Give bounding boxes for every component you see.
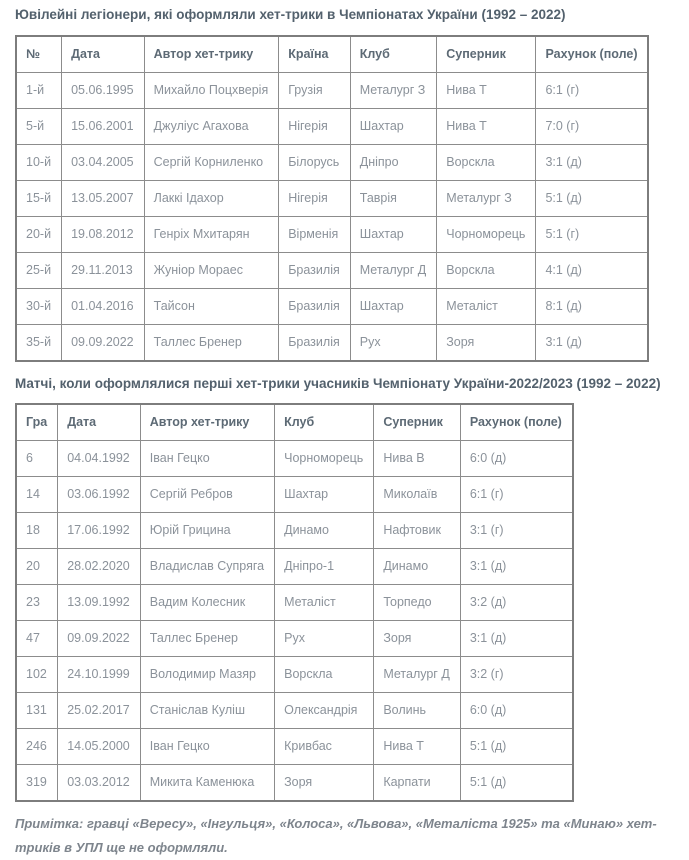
table-cell: 4:1 (д) bbox=[536, 252, 649, 288]
table-cell: Грузія bbox=[279, 72, 351, 108]
table-cell: Сергій Ребров bbox=[140, 477, 274, 513]
table-cell: 19.08.2012 bbox=[62, 216, 145, 252]
table-cell: 13.09.1992 bbox=[58, 585, 141, 621]
table-cell: 3:1 (д) bbox=[536, 324, 649, 361]
table-cell: Іван Гецко bbox=[140, 729, 274, 765]
table-row bbox=[16, 216, 648, 252]
table-cell: Шахтар bbox=[350, 288, 436, 324]
table-cell: Дніпро-1 bbox=[275, 549, 374, 585]
table-cell: 6:1 (г) bbox=[460, 477, 573, 513]
table-cell: 1-й bbox=[16, 72, 62, 108]
table-cell: Тайсон bbox=[144, 288, 279, 324]
table-cell: Білорусь bbox=[279, 144, 351, 180]
table-cell: 17.06.1992 bbox=[58, 513, 141, 549]
table-cell: Таллес Бренер bbox=[144, 324, 279, 361]
column-header: Країна bbox=[279, 36, 351, 73]
table-row bbox=[16, 549, 573, 585]
column-header: Рахунок (поле) bbox=[536, 36, 649, 73]
table-cell: Торпедо bbox=[374, 585, 460, 621]
table-cell: 3:1 (д) bbox=[460, 621, 573, 657]
table-cell: 20-й bbox=[16, 216, 62, 252]
table-row bbox=[16, 693, 573, 729]
table-cell: 09.09.2022 bbox=[58, 621, 141, 657]
table-cell: 13.05.2007 bbox=[62, 180, 145, 216]
table-cell: Нафтовик bbox=[374, 513, 460, 549]
table-cell: Зоря bbox=[275, 765, 374, 802]
table-row bbox=[16, 477, 573, 513]
table-cell: 04.04.1992 bbox=[58, 441, 141, 477]
table-cell: 28.02.2020 bbox=[58, 549, 141, 585]
table-cell: 5:1 (д) bbox=[460, 765, 573, 802]
footnote: Примітка: гравці «Вересу», «Інгульця», «Колоса», «Львова», «Металіста 1925» та «Минаю» хет-триків в УПЛ ще не оформляли. bbox=[15, 816, 657, 856]
table-cell: Рух bbox=[350, 324, 436, 361]
table-cell: Іван Гецко bbox=[140, 441, 274, 477]
table-cell: Металург Д bbox=[374, 657, 460, 693]
table-cell: 5:1 (д) bbox=[460, 729, 573, 765]
column-header: Рахунок (поле) bbox=[460, 404, 573, 441]
table-cell: Чорноморець bbox=[275, 441, 374, 477]
first-hattricks-table bbox=[15, 403, 574, 802]
table-cell: Волинь bbox=[374, 693, 460, 729]
table-cell: Лаккі Ідахор bbox=[144, 180, 279, 216]
table-cell: 29.11.2013 bbox=[62, 252, 145, 288]
table-cell: 25.02.2017 bbox=[58, 693, 141, 729]
table-cell: Нива В bbox=[374, 441, 460, 477]
table-cell: 23 bbox=[16, 585, 58, 621]
table-row bbox=[16, 324, 648, 361]
table-cell: Жуніор Мораес bbox=[144, 252, 279, 288]
column-header: Автор хет-трику bbox=[144, 36, 279, 73]
table-cell: Металіст bbox=[275, 585, 374, 621]
table-cell: 3:2 (г) bbox=[460, 657, 573, 693]
first-hattricks-title: Матчі, коли оформлялися перші хет-трики учасників Чемпіонату України-2022/2023 (1992 – 2022) bbox=[15, 375, 661, 391]
table-cell: 10-й bbox=[16, 144, 62, 180]
table-cell: Миколаїв bbox=[374, 477, 460, 513]
table-row bbox=[16, 144, 648, 180]
table-row bbox=[16, 621, 573, 657]
table-cell: Динамо bbox=[374, 549, 460, 585]
column-header: Дата bbox=[58, 404, 141, 441]
column-header: Суперник bbox=[374, 404, 460, 441]
table-cell: Вірменія bbox=[279, 216, 351, 252]
table-cell: Динамо bbox=[275, 513, 374, 549]
table-cell: Кривбас bbox=[275, 729, 374, 765]
table-cell: 03.06.1992 bbox=[58, 477, 141, 513]
table-row bbox=[16, 108, 648, 144]
table-cell: Бразилія bbox=[279, 288, 351, 324]
table-header-row bbox=[16, 36, 648, 73]
table-cell: Бразилія bbox=[279, 324, 351, 361]
table-cell: Юрій Грицина bbox=[140, 513, 274, 549]
table-cell: 6:0 (д) bbox=[460, 693, 573, 729]
table-cell: Олександрія bbox=[275, 693, 374, 729]
table-cell: 47 bbox=[16, 621, 58, 657]
table-cell: Микита Каменюка bbox=[140, 765, 274, 802]
table-cell: 15.06.2001 bbox=[62, 108, 145, 144]
table-cell: Нива Т bbox=[374, 729, 460, 765]
table-row bbox=[16, 765, 573, 802]
table-cell: 6 bbox=[16, 441, 58, 477]
column-header: Суперник bbox=[437, 36, 536, 73]
table-cell: 15-й bbox=[16, 180, 62, 216]
table-cell: Таллес Бренер bbox=[140, 621, 274, 657]
column-header: Автор хет-трику bbox=[140, 404, 274, 441]
table-cell: Генріх Мхитарян bbox=[144, 216, 279, 252]
table-cell: Шахтар bbox=[350, 108, 436, 144]
table-cell: Зоря bbox=[437, 324, 536, 361]
column-header: Гра bbox=[16, 404, 58, 441]
table-cell: Ворскла bbox=[437, 144, 536, 180]
table-cell: Зоря bbox=[374, 621, 460, 657]
table-cell: 20 bbox=[16, 549, 58, 585]
column-header: Дата bbox=[62, 36, 145, 73]
table-row bbox=[16, 441, 573, 477]
table-cell: 3:1 (д) bbox=[536, 144, 649, 180]
table-cell: 6:0 (д) bbox=[460, 441, 573, 477]
table-header-row bbox=[16, 404, 573, 441]
table-cell: 5-й bbox=[16, 108, 62, 144]
table-cell: Нива Т bbox=[437, 108, 536, 144]
table-cell: 01.04.2016 bbox=[62, 288, 145, 324]
table-cell: 03.04.2005 bbox=[62, 144, 145, 180]
table-cell: Металург З bbox=[350, 72, 436, 108]
table-cell: 246 bbox=[16, 729, 58, 765]
column-header: № bbox=[16, 36, 62, 73]
table-cell: 131 bbox=[16, 693, 58, 729]
table-cell: 5:1 (д) bbox=[536, 180, 649, 216]
table-cell: 18 bbox=[16, 513, 58, 549]
table-cell: 35-й bbox=[16, 324, 62, 361]
column-header: Клуб bbox=[350, 36, 436, 73]
table-cell: Нігерія bbox=[279, 108, 351, 144]
table-cell: 25-й bbox=[16, 252, 62, 288]
table-row bbox=[16, 252, 648, 288]
table-cell: Сергій Корниленко bbox=[144, 144, 279, 180]
table-row bbox=[16, 72, 648, 108]
table-cell: 102 bbox=[16, 657, 58, 693]
table-cell: Металіст bbox=[437, 288, 536, 324]
table-row bbox=[16, 513, 573, 549]
table-cell: 24.10.1999 bbox=[58, 657, 141, 693]
table-row bbox=[16, 729, 573, 765]
table-cell: 6:1 (г) bbox=[536, 72, 649, 108]
table-cell: 8:1 (д) bbox=[536, 288, 649, 324]
table-cell: Нива Т bbox=[437, 72, 536, 108]
table-cell: Шахтар bbox=[275, 477, 374, 513]
table-cell: 7:0 (г) bbox=[536, 108, 649, 144]
table-cell: Джуліус Агахова bbox=[144, 108, 279, 144]
table-cell: Чорноморець bbox=[437, 216, 536, 252]
table-cell: 319 bbox=[16, 765, 58, 802]
table-cell: Металург З bbox=[437, 180, 536, 216]
table-cell: Металург Д bbox=[350, 252, 436, 288]
table-cell: 14 bbox=[16, 477, 58, 513]
table-cell: Михайло Поцхверія bbox=[144, 72, 279, 108]
table-cell: 30-й bbox=[16, 288, 62, 324]
table-cell: Володимир Мазяр bbox=[140, 657, 274, 693]
table-cell: Станіслав Куліш bbox=[140, 693, 274, 729]
table-cell: Нігерія bbox=[279, 180, 351, 216]
table-cell: 03.03.2012 bbox=[58, 765, 141, 802]
table-cell: 09.09.2022 bbox=[62, 324, 145, 361]
table-cell: 3:1 (г) bbox=[460, 513, 573, 549]
table-cell: Ворскла bbox=[275, 657, 374, 693]
table-row bbox=[16, 585, 573, 621]
table-cell: 3:1 (д) bbox=[460, 549, 573, 585]
table-row bbox=[16, 288, 648, 324]
table-cell: Владислав Супряга bbox=[140, 549, 274, 585]
jubilee-legionnaires-table bbox=[15, 35, 649, 362]
table-cell: Дніпро bbox=[350, 144, 436, 180]
table-cell: Бразилія bbox=[279, 252, 351, 288]
table-cell: 14.05.2000 bbox=[58, 729, 141, 765]
table-cell: Карпати bbox=[374, 765, 460, 802]
table-cell: Вадим Колесник bbox=[140, 585, 274, 621]
table-cell: Ворскла bbox=[437, 252, 536, 288]
table-cell: Таврія bbox=[350, 180, 436, 216]
column-header: Клуб bbox=[275, 404, 374, 441]
table-cell: 05.06.1995 bbox=[62, 72, 145, 108]
table-row bbox=[16, 180, 648, 216]
jubilee-legionnaires-title: Ювілейні легіонери, які оформляли хет-трики в Чемпіонатах України (1992 – 2022) bbox=[15, 7, 566, 22]
table-cell: 5:1 (г) bbox=[536, 216, 649, 252]
table-cell: Рух bbox=[275, 621, 374, 657]
table-row bbox=[16, 657, 573, 693]
table-cell: Шахтар bbox=[350, 216, 436, 252]
table-cell: 3:2 (д) bbox=[460, 585, 573, 621]
